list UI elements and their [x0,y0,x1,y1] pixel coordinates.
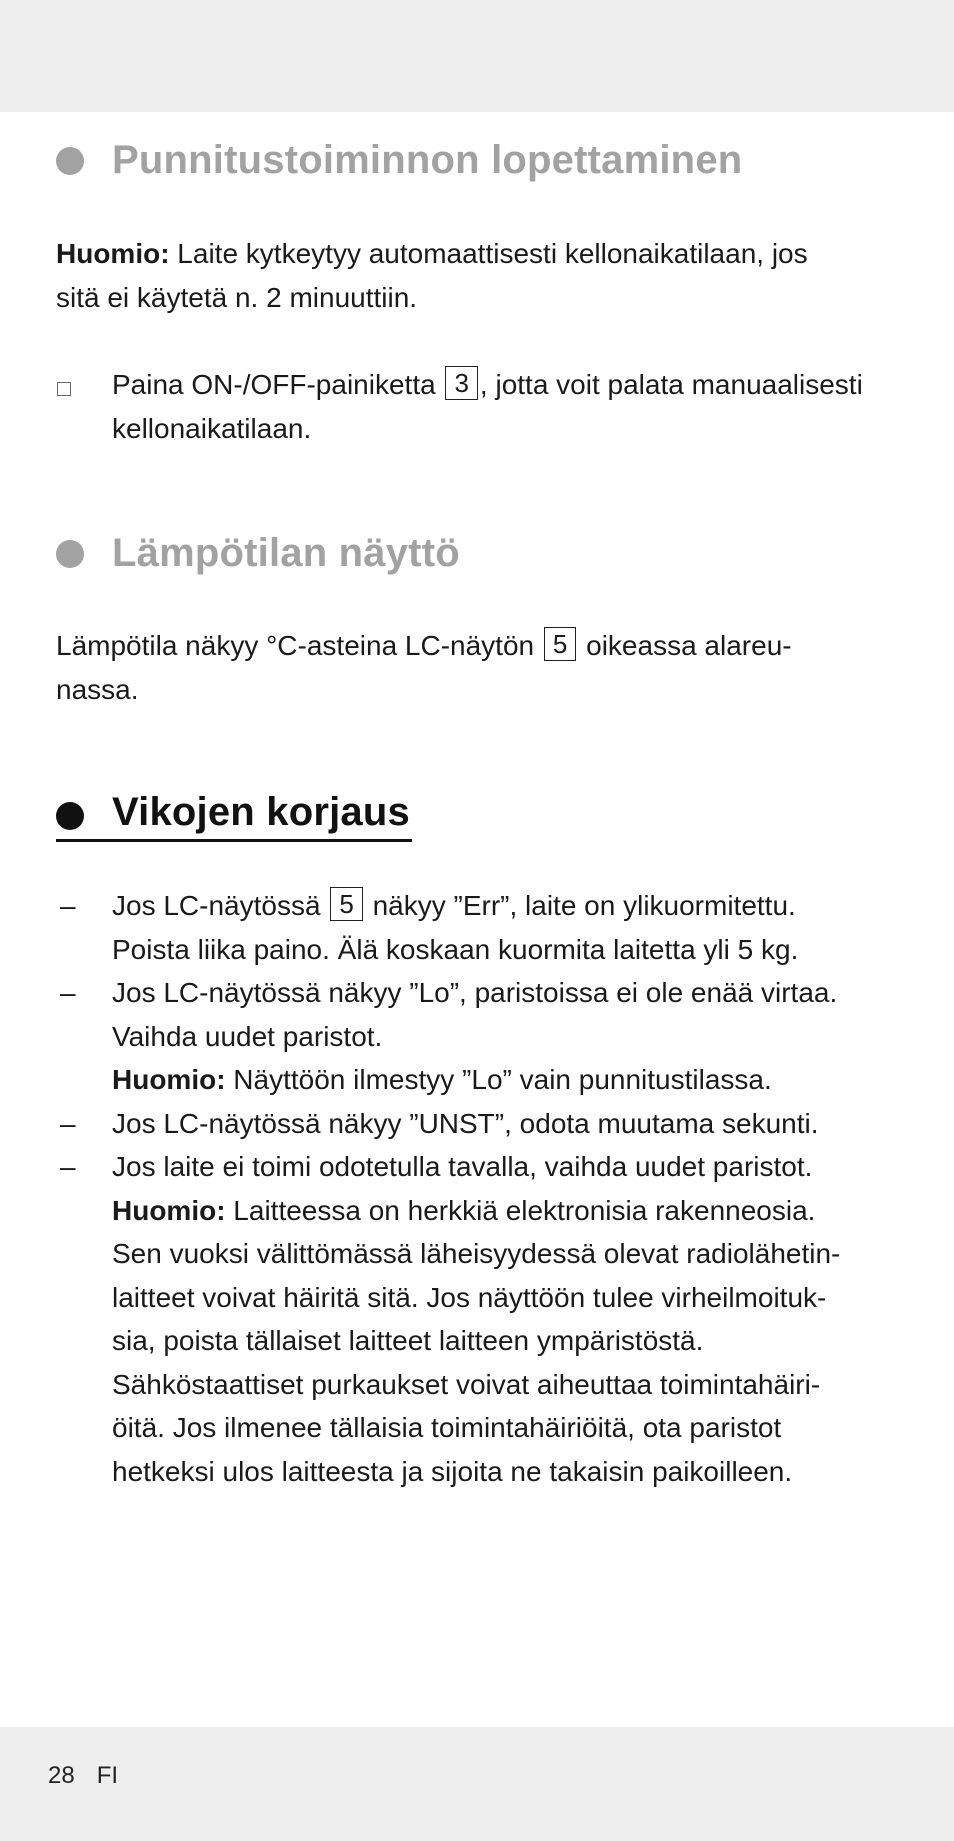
part-reference-5: 5 [330,887,362,921]
dash-marker: – [60,1107,76,1139]
item-text-line: Jos laite ei toimi odotetulla tavalla, vaihda uudet paristot. [112,1151,813,1182]
note-label: Huomio: [112,1194,226,1226]
instruction-step [112,363,922,450]
section-heading-text: Vikojen korjaus [56,790,412,842]
section-heading-text: Lämpötilan näyttö [112,531,460,575]
step-text-line2: kellonaikatilaan. [112,412,312,444]
item-text-line: Poista liika paino. Älä koskaan kuormita laitetta yli 5 kg. [112,933,799,965]
bullet-dot-icon [56,540,84,568]
item-text-line: Jos LC-näytössä näkyy ”UNST”, odota muutama sekunti. [112,1107,819,1139]
item-text-line: hetkeksi ulos laitteesta ja sijoita ne takaisin paikoilleen. [112,1455,793,1487]
list-item [56,1145,906,1493]
note-text: Laite kytkeytyy automaattisesti kellonaikatilaan, jos [169,238,808,269]
language-code: FI [96,1762,119,1789]
list-item [56,971,906,1102]
list-item [56,1102,906,1146]
step-text: Paina ON-/OFF-painiketta [112,369,444,400]
section-heading-lampotilan [56,531,460,576]
note-text-line2: sitä ei käytetä n. 2 minuuttiin. [56,281,418,313]
note-paragraph [56,232,916,319]
dash-marker: – [60,890,76,921]
list-item [56,884,906,971]
page-footer-band [0,1727,954,1841]
part-reference-3: 3 [445,366,477,400]
item-text-line: Vaihda uudet paristot. [112,1020,383,1052]
checkbox-icon [57,382,71,396]
item-text: Jos LC-näytössä [112,890,329,921]
item-text-line: öitä. Jos ilmenee tällaisia toimintahäiriöitä, ota paristot [112,1412,782,1443]
part-reference-5: 5 [544,627,576,661]
page-footer [48,1762,118,1790]
item-text-line: Sähköstaattiset purkaukset voivat aiheuttaa toimintahäiri- [112,1368,821,1400]
item-text-line: laitteet voivat häiritä sitä. Jos näyttöön tulee virheilmoituk- [112,1281,827,1313]
item-text-line: Jos LC-näytössä näkyy ”Lo”, paristoissa ei ole enää virtaa. [112,977,838,1008]
item-text-cont: näkyy ”Err”, laite on ylikuormitettu. [364,890,796,921]
note-label: Huomio: [112,1064,226,1095]
troubleshooting-list [56,884,906,1493]
temp-text-line2: nassa. [56,673,139,705]
item-text-line: Sen vuoksi välittömässä läheisyydessä olevat radiolähetin- [112,1238,841,1269]
note-text: Laitteessa on herkkiä elektronisia rakenneosia. [225,1194,816,1226]
page-number: 28 [48,1762,75,1789]
temperature-paragraph [56,624,916,711]
page-header-band [0,0,954,112]
dash-marker: – [60,1151,76,1182]
section-heading-punnitustoiminnon [56,138,742,183]
note-label: Huomio: [56,238,170,269]
section-heading-vikojen [56,790,412,842]
bullet-dot-icon [56,802,84,830]
dash-marker: – [60,977,76,1008]
temp-text-cont: oikeassa alareu- [578,630,792,661]
item-text-line: sia, poista tällaiset laitteet laitteen ympäristöstä. [112,1325,704,1356]
note-text: Näyttöön ilmestyy ”Lo” vain punnitustilassa. [225,1064,772,1095]
temp-text: Lämpötila näkyy °C-asteina LC-näytön [56,630,542,661]
bullet-dot-icon [56,147,84,175]
section-heading-text: Punnitustoiminnon lopettaminen [112,138,743,182]
step-text-cont: , jotta voit palata manuaalisesti [479,369,863,400]
